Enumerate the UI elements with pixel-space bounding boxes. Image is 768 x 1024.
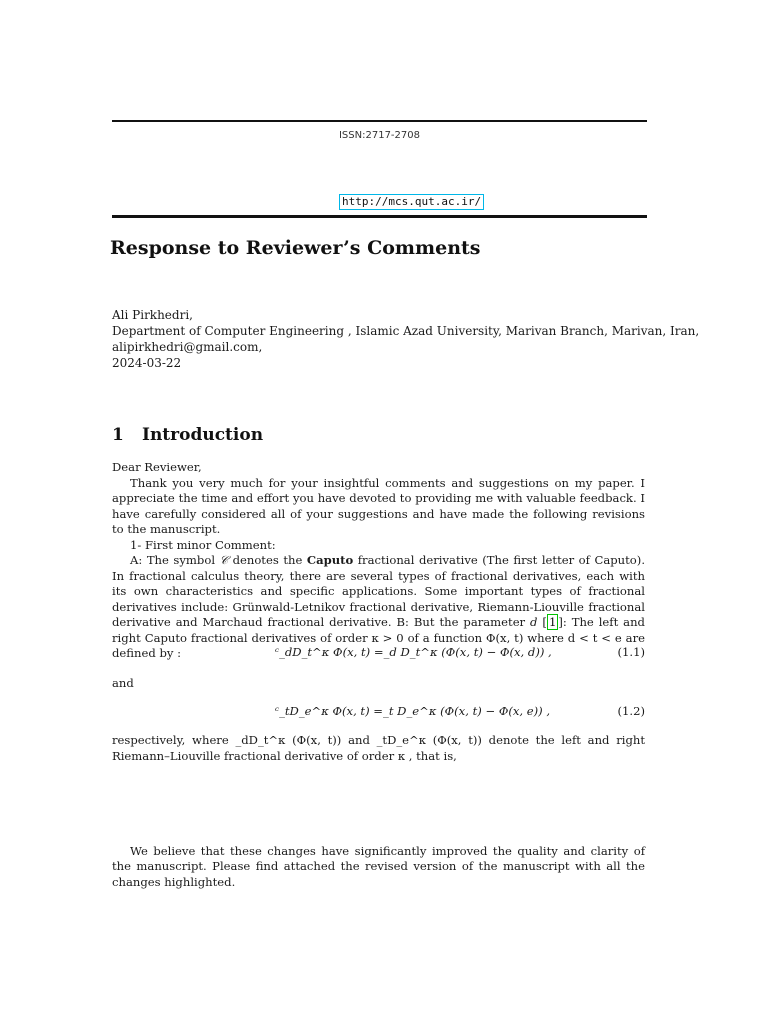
parameter-d: d <box>530 615 538 629</box>
document-date: 2024-03-22 <box>112 356 182 370</box>
section-body <box>112 460 645 662</box>
equation-2-tag: (1.2) <box>617 704 645 718</box>
thanks-paragraph: Thank you very much for your insightful comments and suggestions on my paper. I appreciate the time and effort you have devoted to providing me with valuable feedback. I have carefully considered all of your suggestions and have made the following revisions to the manuscript. <box>112 475 645 536</box>
section-number: 1 <box>112 425 124 445</box>
author-block <box>112 307 700 371</box>
answer-b-rest: : The left and right Caputo fractional derivatives of order κ > 0 of a function Φ(x, t) where d < t < e are defined by : <box>112 615 645 660</box>
answer-a-mid: denotes the <box>228 553 307 567</box>
section-title: Introduction <box>142 425 264 445</box>
post-equation-text: respectively, where _dD_t^κ (Φ(x, t)) and _tD_e^κ (Φ(x, t)) denote the left and right Riemann–Liouville fractional derivative of order κ , that is, <box>112 733 645 763</box>
equation-2-expression: ᶜ_tD_e^κ Φ(x, t) =_t D_e^κ (Φ(x, t) − Φ(x, e)) , <box>275 704 551 718</box>
equation-1-tag: (1.1) <box>617 645 645 659</box>
comment-heading: 1- First minor Comment: <box>130 537 276 552</box>
caputo-symbol: 𝒞 <box>219 553 229 567</box>
answer-paragraph: A: The symbol 𝒞 denotes the Caputo fractional derivative (The first letter of Caputo). In fractional calculus theory, there are several types of fractional derivatives, each with its own characteristics and specific applications. Some important types of fractional derivatives include: Grünwald-Letnikov fractional derivative, Riemann-Liouville fractional derivative and Marchaud fractional derivative. B: But the parameter d [ 1 ]: The left and right Caputo fractional derivatives of order κ > 0 of a function Φ(x, t) where d < t < e are defined by : <box>112 553 645 660</box>
equation-connector: and <box>112 676 134 690</box>
issn-label: ISSN:2717-2708 <box>338 130 420 141</box>
author-name: Ali Pirkhedri, <box>112 308 193 322</box>
salutation: Dear Reviewer, <box>112 460 202 474</box>
document-title: Response to Reviewer’s Comments <box>110 237 481 259</box>
closing-paragraph: We believe that these changes have significantly improved the quality and clarity of the manuscript. Please find attached the revised version of the manuscript with all the changes highlighted. <box>112 843 645 889</box>
author-email: alipirkhedri@gmail.com, <box>112 340 263 354</box>
equation-1-expression: ᶜ_dD_t^κ Φ(x, t) =_d D_t^κ (Φ(x, t) − Φ(x, d)) , <box>275 645 552 659</box>
header-top-rule <box>112 120 647 122</box>
header-bottom-rule <box>112 215 647 218</box>
author-affiliation: Department of Computer Engineering , Islamic Azad University, Marivan Branch, Marivan, Iran, <box>112 324 700 338</box>
journal-url-link[interactable]: http://mcs.qut.ac.ir/ <box>339 194 484 210</box>
section-heading <box>112 425 263 445</box>
answer-a-start: A: The symbol <box>130 553 220 567</box>
citation-link[interactable]: 1 <box>548 615 557 629</box>
caputo-bold: Caputo <box>306 553 354 567</box>
answer-a-rest: fractional derivative (The first letter of Caputo). In fractional calculus theory, there are several types of fractional derivatives, each with its own characteristics and specific applications. Some important types of fractional derivatives include: Grünwald-Letnikov fractional derivative, Riemann-Liouville fractional derivative and Marchaud fractional derivative. B: But the parameter <box>112 553 645 629</box>
